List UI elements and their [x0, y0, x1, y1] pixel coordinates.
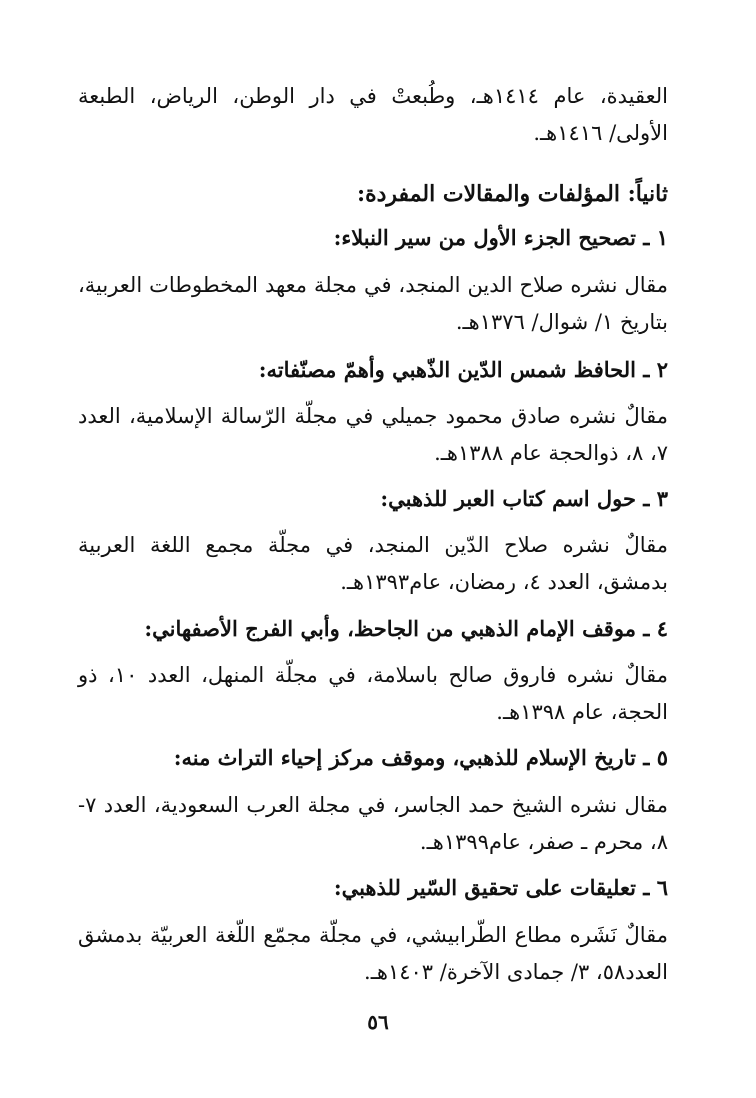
item-4-body: مقالٌ نشره فاروق صالح باسلامة، في مجلّة المنهل، العدد ١٠، ذو الحجة، عام ١٣٩٨هـ. [78, 663, 668, 724]
item-3-body: مقالٌ نشره صلاح الدّين المنجد، في مجلّة مجمع اللغة العربية بدمشق، العدد ٤، رمضان، عام١٣٩٣هـ. [78, 533, 668, 594]
section-title: ثانياً: المؤلفات والمقالات المفردة: [356, 181, 668, 207]
item-4-heading: ٤ ـ موقف الإمام الذهبي من الجاحظ، وأبي الفرج الأصفهاني: [144, 616, 668, 641]
item-3-heading: ٣ ـ حول اسم كتاب العبر للذهبي: [380, 486, 668, 511]
item-1-body: مقال نشره صلاح الدين المنجد، في مجلة معهد المخطوطات العربية، بتاريخ ١/ شوال/ ١٣٧٦هـ. [78, 273, 668, 334]
page-number: ٥٦ [367, 1010, 389, 1034]
intro-paragraph: العقيدة، عام ١٤١٤هـ، وطُبعتْ في دار الوطن، الرياض، الطبعة الأولى/ ١٤١٦هـ. [78, 84, 668, 145]
item-6-heading: ٦ ـ تعليقات على تحقيق السّير للذهبي: [333, 875, 668, 900]
item-6-body: مقالٌ نَشَره مطاع الطّرابيشي، في مجلّة مجمّع اللّغة العربيّة بدمشق العدد٥٨، ٣/ جمادى الآخرة/ ١٤٠٣هـ. [78, 923, 668, 984]
item-2-body: مقالٌ نشره صادق محمود جميلي في مجلّة الرّسالة الإسلامية، العدد ٧، ٨، ذوالحجة عام ١٣٨٨هـ. [78, 404, 668, 465]
item-5-heading: ٥ ـ تاريخ الإسلام للذهبي، وموقف مركز إحياء التراث منه: [173, 745, 668, 770]
item-2-heading: ٢ ـ الحافظ شمس الدّين الذّهبي وأهمّ مصنّفاته: [258, 357, 668, 382]
item-5-body: مقال نشره الشيخ حمد الجاسر، في مجلة العرب السعودية، العدد ٧- ٨، محرم ـ صفر، عام١٣٩٩هـ. [78, 793, 668, 854]
item-1-heading: ١ ـ تصحيح الجزء الأول من سير النبلاء: [333, 225, 668, 250]
